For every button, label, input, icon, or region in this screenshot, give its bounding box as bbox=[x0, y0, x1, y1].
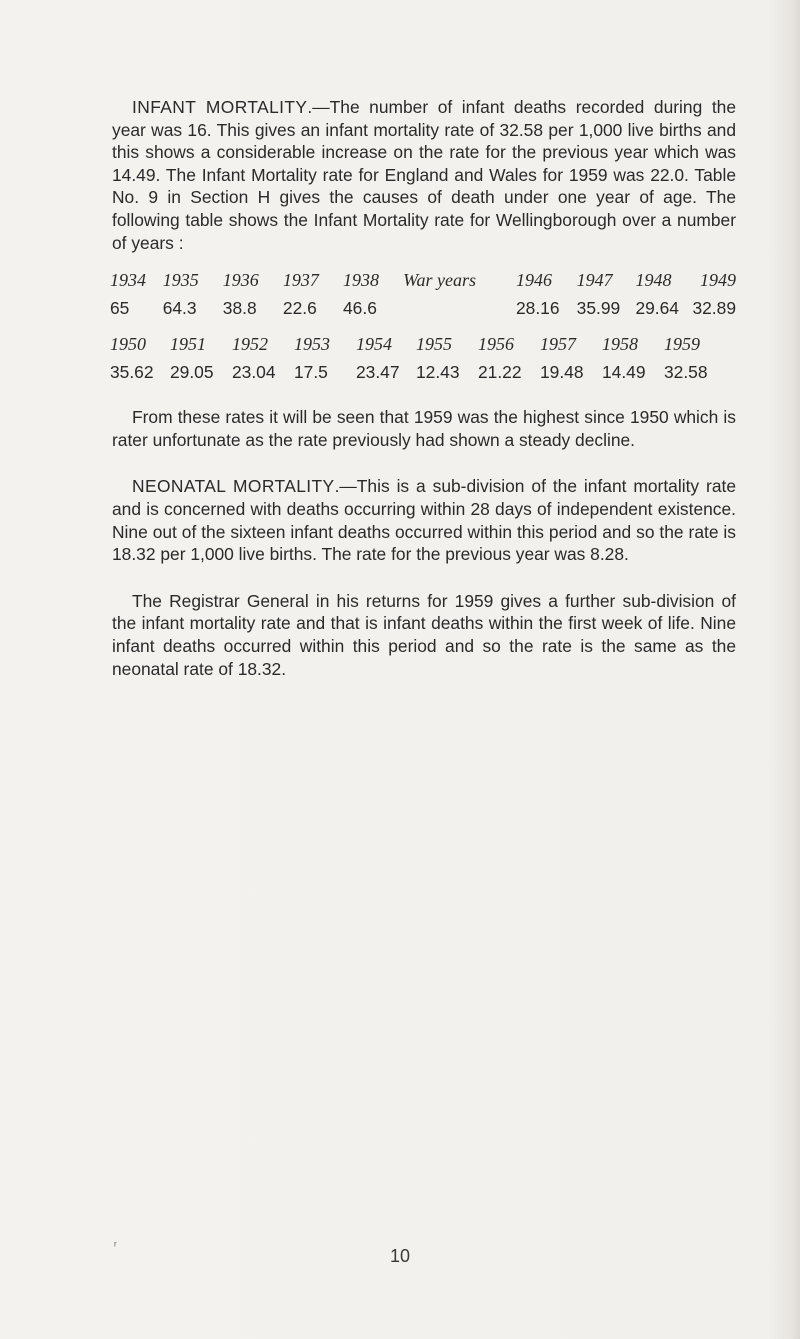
year-cell: 1938 bbox=[343, 269, 380, 290]
infant-mortality-heading: INFANT MORTALITY bbox=[132, 97, 308, 117]
rates-table-1934-1949 bbox=[110, 266, 736, 322]
rate-cell: 35.62 bbox=[110, 361, 154, 382]
rate-cell: 23.47 bbox=[356, 361, 400, 382]
neonatal-mortality-paragraph bbox=[112, 475, 736, 565]
rate-cell: 38.8 bbox=[222, 297, 257, 318]
year-cell: 1954 bbox=[356, 333, 392, 354]
rate-cell: 29.64 bbox=[635, 297, 679, 318]
years-row bbox=[110, 266, 736, 294]
page-content bbox=[112, 96, 736, 680]
stray-mark: ʳ bbox=[114, 1240, 117, 1252]
rate-cell: 32.89 bbox=[692, 297, 736, 318]
infant-mortality-text: .—The number of infant deaths recorded during the year was 16. This gives an infant mortality rate of 32.58 per 1,000 live births and this shows a considerable increase on the rate for the previous year which was 14.49. The Infant Mortality rate for England and Wales for 1959 was 22.0. Table No. 9 in Section H gives the causes of death under one year of age. The following table shows the Infant Mortality rate for Wellingborough over a number of years : bbox=[112, 97, 736, 253]
year-cell: 1956 bbox=[478, 333, 514, 354]
year-cell: 1934 bbox=[110, 269, 146, 290]
rate-cell: 35.99 bbox=[576, 297, 621, 318]
year-cell: 1948 bbox=[635, 269, 672, 290]
rate-cell: 64.3 bbox=[162, 297, 197, 318]
rates-row bbox=[110, 358, 736, 386]
neonatal-mortality-heading: NEONATAL MORTALITY bbox=[132, 476, 335, 497]
year-cell: 1937 bbox=[282, 269, 319, 290]
rate-cell: 21.22 bbox=[478, 361, 522, 382]
infant-mortality-paragraph bbox=[112, 96, 736, 254]
rate-cell: 28.16 bbox=[516, 297, 560, 318]
rates-table-1950-1959 bbox=[110, 330, 736, 386]
year-cell: 1935 bbox=[162, 269, 199, 290]
year-cell: 1951 bbox=[170, 333, 206, 354]
year-cell: 1959 bbox=[664, 333, 700, 354]
year-cell: 1955 bbox=[416, 333, 452, 354]
rate-cell: 14.49 bbox=[602, 361, 646, 382]
year-cell: 1936 bbox=[222, 269, 259, 290]
highest-rate-paragraph: From these rates it will be seen that 1959 was the highest since 1950 which is rater unfortunate as the rate previously had shown a steady decline. bbox=[112, 407, 736, 450]
year-cell: 1957 bbox=[540, 333, 576, 354]
rate-cell: 17.5 bbox=[294, 361, 328, 382]
rate-cell: 32.58 bbox=[664, 361, 708, 382]
rates-row bbox=[110, 294, 736, 322]
year-cell: War years bbox=[403, 269, 476, 290]
rate-cell bbox=[403, 294, 516, 322]
rate-cell: 65 bbox=[110, 297, 130, 318]
registrar-general-paragraph: The Registrar General in his returns for 1959 gives a further sub-division of the infant mortality rate and that is infant deaths within the first week of life. Nine infant deaths occurred within this period and so the rate is the same as the neonatal rate of 18.32. bbox=[112, 590, 736, 679]
years-row bbox=[110, 330, 736, 358]
year-cell: 1952 bbox=[232, 333, 268, 354]
rate-cell: 22.6 bbox=[282, 297, 317, 318]
year-cell: 1947 bbox=[576, 269, 613, 290]
page-number: 10 bbox=[389, 1246, 411, 1266]
year-cell: 1949 bbox=[700, 269, 736, 290]
rate-cell: 29.05 bbox=[170, 361, 214, 382]
rate-cell: 23.04 bbox=[232, 361, 276, 382]
year-cell: 1946 bbox=[516, 269, 552, 290]
rate-cell: 12.43 bbox=[416, 361, 460, 382]
year-cell: 1950 bbox=[110, 333, 146, 354]
year-cell: 1958 bbox=[602, 333, 638, 354]
rate-cell: 46.6 bbox=[343, 297, 377, 318]
rate-cell: 19.48 bbox=[540, 361, 584, 382]
year-cell: 1953 bbox=[294, 333, 330, 354]
neonatal-mortality-text: .—This is a sub-division of the infant mortality rate and is concerned with deaths occurring within 28 days of independent existence. Nine out of the sixteen infant deaths occurred within this period and so the rate is 18.32 per 1,000 live births. The rate for the previous year was 8.28. bbox=[112, 476, 736, 565]
